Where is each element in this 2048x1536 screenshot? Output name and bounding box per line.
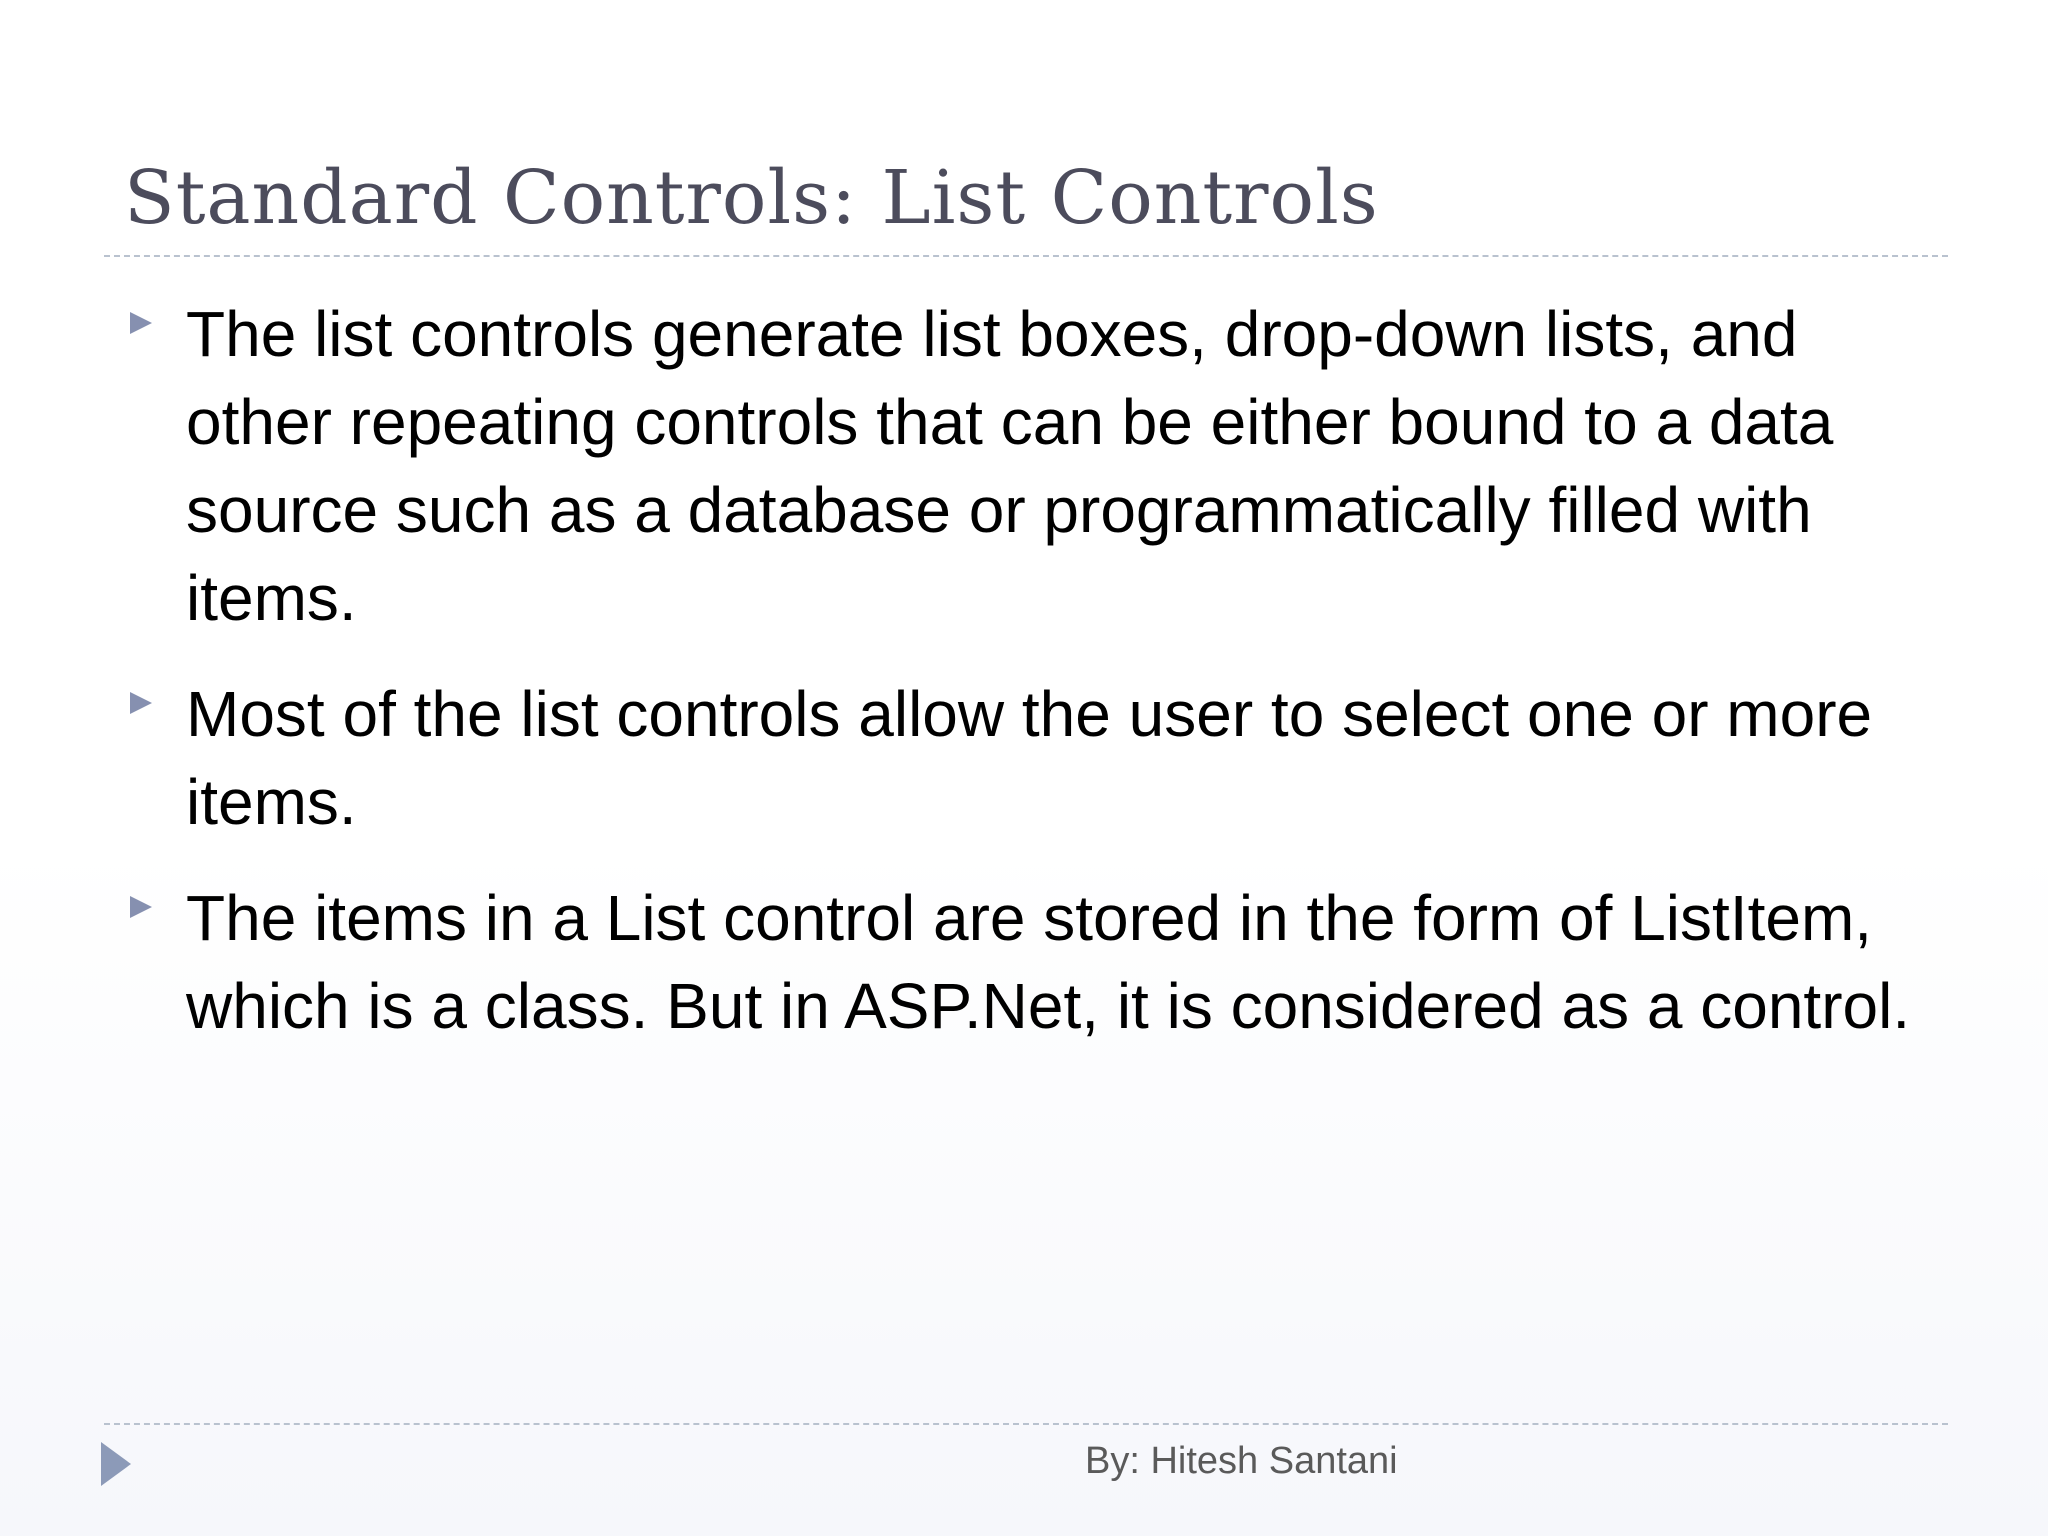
bullet-text: The items in a List control are stored in the form of ListItem, which is a class. But in ASP.Net, it is considered as a control. (186, 882, 1911, 1042)
list-item (124, 874, 1944, 1050)
triangle-right-icon (130, 312, 152, 334)
footer-divider (104, 1423, 1948, 1425)
next-slide-arrow-icon[interactable] (101, 1442, 131, 1486)
footer-author: By: Hitesh Santani (1085, 1440, 1398, 1482)
bullet-text: The list controls generate list boxes, drop-down lists, and other repeating controls that can be either bound to a data source such as a database or programmatically filled with items. (186, 298, 1834, 634)
bullet-list (124, 290, 1944, 1078)
bullet-text: Most of the list controls allow the user to select one or more items. (186, 678, 1873, 838)
triangle-right-icon (130, 896, 152, 918)
slide-title: Standard Controls: List Controls (124, 155, 1379, 241)
title-divider (104, 255, 1948, 257)
list-item (124, 290, 1944, 642)
list-item (124, 670, 1944, 846)
triangle-right-icon (130, 692, 152, 714)
